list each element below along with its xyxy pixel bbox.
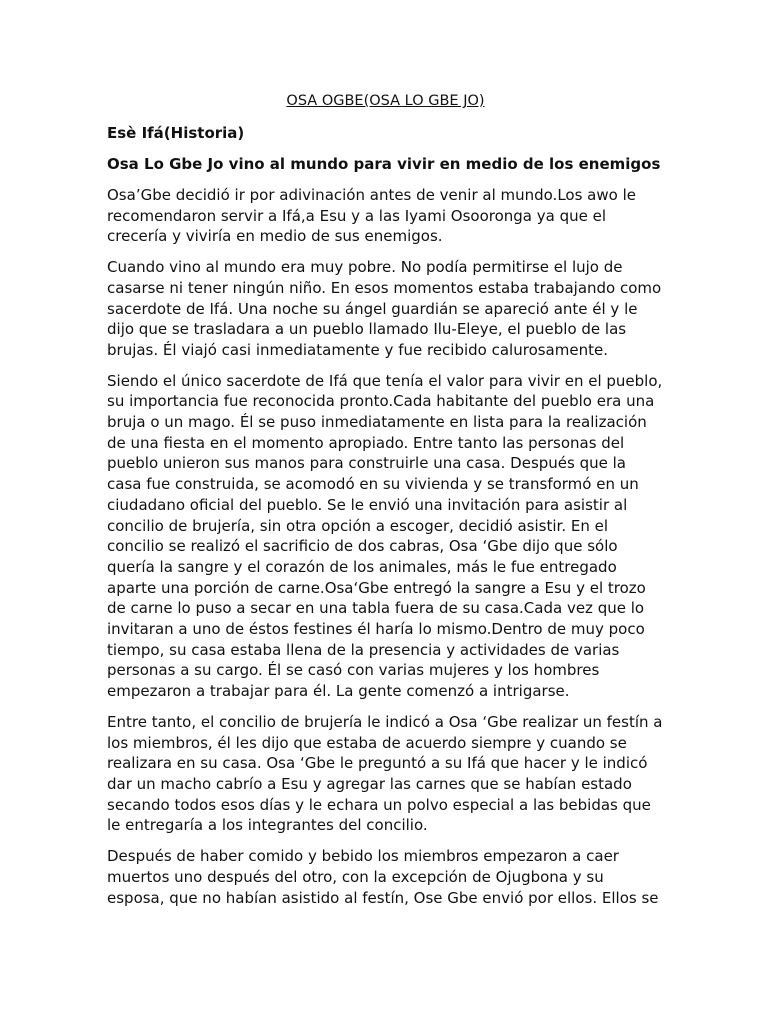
paragraph-1: Osa’Gbe decidió ir por adivinación antes de venir al mundo.Los awo le recomendaron servir a Ifá,a Esu y a las Iyami Osooronga ya que el crecería y viviría en medio de sus enemigos. [107,186,636,246]
paragraph-3: Siendo el único sacerdote de Ifá que tenía el valor para vivir en el pueblo, su importancia fue reconocida pronto.Cada habitante del pueblo era una bruja o un mago. Él se puso inmediatamente en lista para la realización de una fiesta en el momento apropiado. Entre tanto las personas del pueblo unieron sus manos para construirle una casa. Después que la casa fue construida, se acomodó en su vivienda y se transformó en un ciudadano oficial del pueblo. Se le envió una invitación para asistir al concilio de brujería, sin otra opción a escoger, decidió asistir. En el concilio se realizó el sacrificio de dos cabras, Osa ‘Gbe dijo que sólo quería la sangre y el corazón de los animales, más le fue entregado aparte una porción de carne.Osa‘Gbe entregó la sangre a Esu y el trozo de carne lo puso a secar en una tabla fuera de su casa.Cada vez que lo invitaran a uno de éstos festines él haría lo mismo.Dentro de muy poco tiempo, su casa estaba llena de la presencia y actividades de varias personas a su cargo. Él se casó con varias mujeres y los hombres empezaron a trabajar para él. La gente comenzó a intrigarse. [107,371,663,701]
paragraph-4: Entre tanto, el concilio de brujería le indicó a Osa ‘Gbe realizar un festín a los miembros, él les dijo que estaba de acuerdo siempre y cuando se realizara en su casa. Osa ‘Gbe le preguntó a su Ifá que hacer y le indicó dar un macho cabrío a Esu y agregar las carnes que se habían estado secando todos esos días y le echara un polvo especial a las bebidas que le entregaría a los integrantes del concilio. [107,712,663,835]
story-subheading: Osa Lo Gbe Jo vino al mundo para vivir en medio de los enemigos [107,155,661,173]
section-heading: Esè Ifá(Historia) [107,124,245,142]
document-title: OSA OGBE(OSA LO GBE JO) [286,93,485,109]
paragraph-5: Después de haber comido y bebido los miembros empezaron a caer muertos uno después del otro, con la excepción de Ojugbona y su esposa, que no habían asistido al festín, Ose Gbe envió por ellos. Ellos se [107,847,659,907]
paragraph-2: Cuando vino al mundo era muy pobre. No podía permitirse el lujo de casarse ni tener ningún niño. En esos momentos estaba trabajando como sacerdote de Ifá. Una noche su ángel guardián se apareció ante él y le dijo que se trasladara a un pueblo llamado Ilu-Eleye, el pueblo de las brujas. Él viajó casi inmediatamente y fue recibido calurosamente. [107,258,662,359]
